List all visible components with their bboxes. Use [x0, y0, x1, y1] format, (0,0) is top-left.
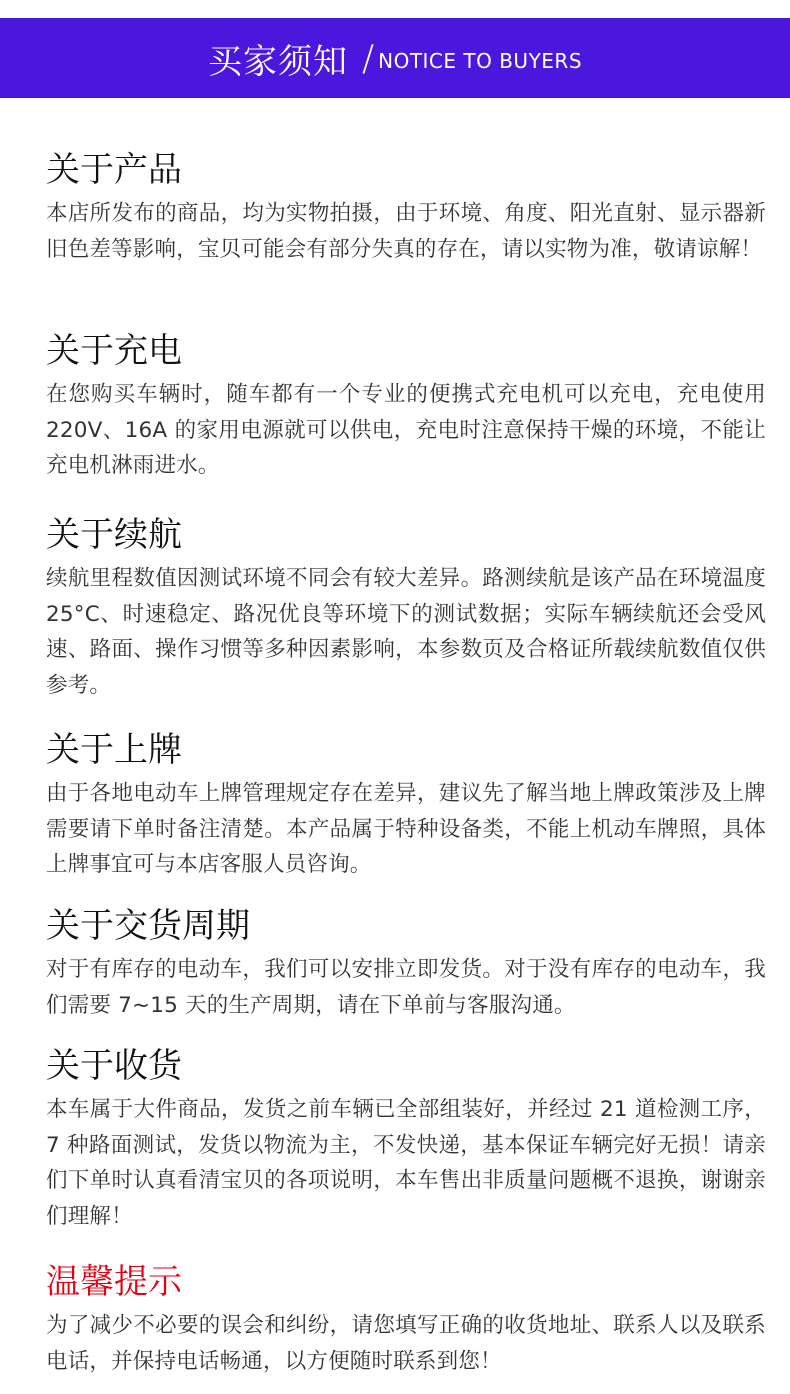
section-body: 在您购买车辆时，随车都有一个专业的便携式充电机可以充电，充电使用 220V、16A 的家用电源就可以供电，充电时注意保持干燥的环境，不能让充电机淋雨进水。 [46, 382, 766, 478]
section-body: 由于各地电动车上牌管理规定存在差异，建议先了解当地上牌政策涉及上牌需要请下单时备注清楚。本产品属于特种设备类，不能上机动车牌照，具体上牌事宜可与本店客服人员咨询。 [46, 781, 766, 877]
section-title: 关于续航 [46, 515, 182, 555]
section-title: 关于产品 [46, 150, 182, 190]
banner-title-cn: 买家须知 [207, 41, 348, 82]
section-body: 本车属于大件商品，发货之前车辆已全部组装好，并经过 21 道检测工序，7 种路面测试，发货以物流为主，不发快递，基本保证车辆完好无损！请亲们下单时认真看清宝贝的各项说明，本车售出非质量问题概不退换，谢谢亲们理解！ [46, 1097, 766, 1229]
section-receiving [46, 1046, 766, 1234]
section-charging [46, 331, 766, 484]
section-body: 续航里程数值因测试环境不同会有较大差异。路测续航是该产品在环境温度 25°C、时速稳定、路况优良等环境下的测试数据；实际车辆续航还会受风速、路面、操作习惯等多种因素影响，本参数页及合格证所载续航数值仅供参考。 [46, 566, 766, 698]
section-body: 对于有库存的电动车，我们可以安排立即发货。对于没有库存的电动车，我们需要 7~15 天的生产周期，请在下单前与客服沟通。 [46, 957, 766, 1018]
banner-title-en: NOTICE TO BUYERS [378, 49, 583, 73]
section-body: 为了减少不必要的误会和纠纷，请您填写正确的收货地址、联系人以及联系电话，并保持电话畅通，以方便随时联系到您！ [46, 1313, 766, 1374]
section-product [46, 150, 766, 267]
section-title: 关于充电 [46, 331, 182, 371]
section-title: 关于交货周期 [46, 906, 250, 946]
section-tips [46, 1262, 766, 1379]
section-delivery-cycle [46, 906, 766, 1023]
section-title: 关于上牌 [46, 730, 182, 770]
section-body: 本店所发布的商品，均为实物拍摄，由于环境、角度、阳光直射、显示器新旧色差等影响，宝贝可能会有部分失真的存在，请以实物为准，敬请谅解！ [46, 201, 766, 262]
section-title-tips: 温馨提示 [46, 1262, 182, 1302]
section-title: 关于收货 [46, 1046, 182, 1086]
section-range [46, 515, 766, 703]
banner-slash: / [361, 37, 375, 79]
notice-banner [0, 18, 790, 98]
section-license [46, 730, 766, 883]
